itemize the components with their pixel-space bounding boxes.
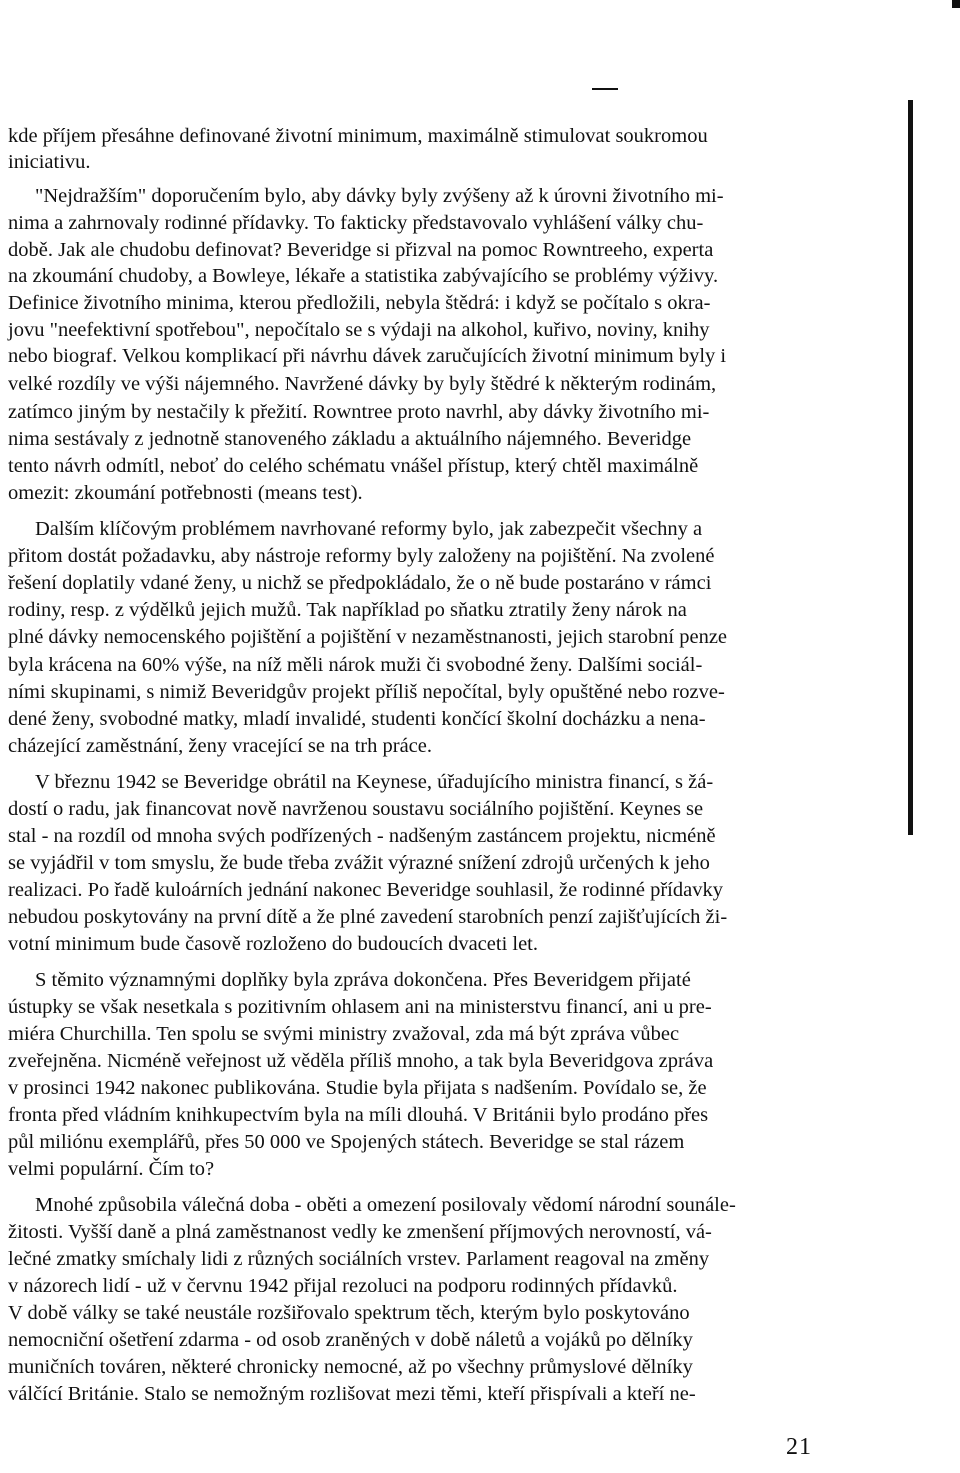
text-line: půl miliónu exemplářů, přes 50 000 ve Spojených státech. Beveridge se stal rázem [8,1131,685,1153]
text-line: V době války se také neustále rozšiřovalo spektrum těch, kterým bylo poskytováno [8,1302,690,1324]
page-body [0,112,960,1452]
scan-dash-mark [592,88,618,90]
scan-corner-mark [952,0,960,8]
text-line: S těmito významnými doplňky byla zpráva dokončena. Přes Beveridgem přijaté [35,969,691,991]
text-line: plné dávky nemocenského pojištění a pojištění v nezaměstnanosti, jejich starobní penze [8,626,728,648]
text-line: žitosti. Vyšší daně a plná zaměstnanost vedly ke zmenšení příjmových nerovností, vá- [8,1221,712,1243]
text-line: zatímco jiným by nestačily k přežití. Rowntree proto navrhl, aby dávky životního mi- [8,401,710,423]
scan-edge-line [908,100,913,835]
text-line: velmi populární. Čím to? [8,1158,215,1180]
text-line: nima sestávaly z jednotně stanoveného základu a aktuálního nájemného. Beveridge [8,428,692,450]
text-line: stal - na rozdíl od mnoha svých podřízených - nadšeným zastáncem projektu, nicméně [8,825,716,847]
text-line: řešení doplatily vdané ženy, u nichž se předpokládalo, že o ně bude postaráno v rámci [8,572,712,594]
text-line: muničních továren, některé chronicky nemocné, až po všechny průmyslové dělníky [8,1356,693,1378]
text-line: Definice životního minima, kterou předložili, nebyla štědrá: i když se počítalo s okra- [8,292,711,314]
text-line: nebudou poskytovány na první dítě a že plné zavedení starobních penzí zajišťujících ži- [8,906,728,928]
text-line: nebo biograf. Velkou komplikací při návrhu dávek zaručujících životní minimum byly i [8,345,727,367]
text-line: dostí o radu, jak financovat nově navrženou soustavu sociálního pojištění. Keynes se [8,798,704,820]
text-line: kde příjem přesáhne definované životní minimum, maximálně stimulovat soukromou [8,125,708,147]
text-line: v názorech lidí - už v červnu 1942 přijal rezoluci na podporu rodinných přídavků. [8,1275,678,1297]
text-line: lečné zmatky smíchaly lidi z různých sociálních vrstev. Parlament reagoval na změny [8,1248,710,1270]
text-line: rodiny, resp. z výdělků jejich mužů. Tak například po sňatku ztratily ženy nárok na [8,599,687,621]
text-line: byla krácena na 60% výše, na níž měli nárok muži či svobodné ženy. Dalšími sociál- [8,654,703,676]
text-line: válčící Británie. Stalo se nemožným rozlišovat mezi těmi, kteří přispívali a kteří ne- [8,1383,696,1405]
text-line: "Nejdražším" doporučením bylo, aby dávky byly zvýšeny až k úrovni životního mi- [35,185,724,207]
text-line: Dalším klíčovým problémem navrhované reformy bylo, jak zabezpečit všechny a [35,518,703,540]
text-line: omezit: zkoumání potřebnosti (means test). [8,482,363,504]
text-line: fronta před vládním knihkupectvím byla na míli dlouhá. V Británii bylo prodáno přes [8,1104,709,1126]
text-line: nima a zahrnovaly rodinné přídavky. To fakticky představovalo vyhlášení války chu- [8,212,704,234]
text-line: jovu "neefektivní spotřebou", nepočítalo se s výdaji na alkohol, kuřivo, noviny, knihy [8,319,710,341]
text-line: době. Jak ale chudobu definovat? Beveridge si přizval na pomoc Rowntreeho, experta [8,239,714,261]
text-line: nemocniční ošetření zdarma - od osob zraněných v době náletů a vojáků po dělníky [8,1329,693,1351]
text-line: ními skupinami, s nimiž Beveridgův projekt příliš nepočítal, byly opuštěné nebo rozve- [8,681,725,703]
text-line: V březnu 1942 se Beveridge obrátil na Keynese, úřadujícího ministra financí, s žá- [35,771,714,793]
text-line: cházející zaměstnání, ženy vracející se na trh práce. [8,735,432,757]
text-line: realizaci. Po řadě kuloárních jednání nakonec Beveridge souhlasil, že rodinné přídavky [8,879,723,901]
text-line: miéra Churchilla. Ten spolu se svými ministry zvažoval, zda má být zpráva vůbec [8,1023,680,1045]
text-line: přitom dostát požadavku, aby nástroje reformy byly založeny na pojištění. Na zvolené [8,545,715,567]
text-line: Mnohé způsobila válečná doba - oběti a omezení posilovaly vědomí národní sounále- [35,1194,736,1216]
text-line: tento návrh odmítl, neboť do celého schématu vnášel přístup, který chtěl maximálně [8,455,699,477]
text-line: zveřejněna. Nicméně veřejnost už věděla příliš mnoho, a tak byla Beveridgova zpráva [8,1050,714,1072]
page-number: 21 [786,1434,812,1460]
text-line: dené ženy, svobodné matky, mladí invalidé, studenti končící školní docházku a nena- [8,708,706,730]
text-line: se vyjádřil v tom smyslu, že bude třeba zvážit výrazné snížení zdrojů určených k jeho [8,852,710,874]
text-line: na zkoumání chudoby, a Bowleye, lékaře a statistika zabývajícího se problémy výživy. [8,265,719,287]
text-line: v prosinci 1942 nakonec publikována. Studie byla přijata s nadšením. Povídalo se, že [8,1077,707,1099]
text-line: iniciativu. [8,151,91,173]
text-line: ústupky se však nesetkala s pozitivním ohlasem ani na ministerstvu financí, ani u pre- [8,996,712,1018]
text-line: votní minimum bude časově rozloženo do budoucích dvaceti let. [8,933,539,955]
text-line: velké rozdíly ve výši nájemného. Navržené dávky by byly štědré k některým rodinám, [8,373,717,395]
